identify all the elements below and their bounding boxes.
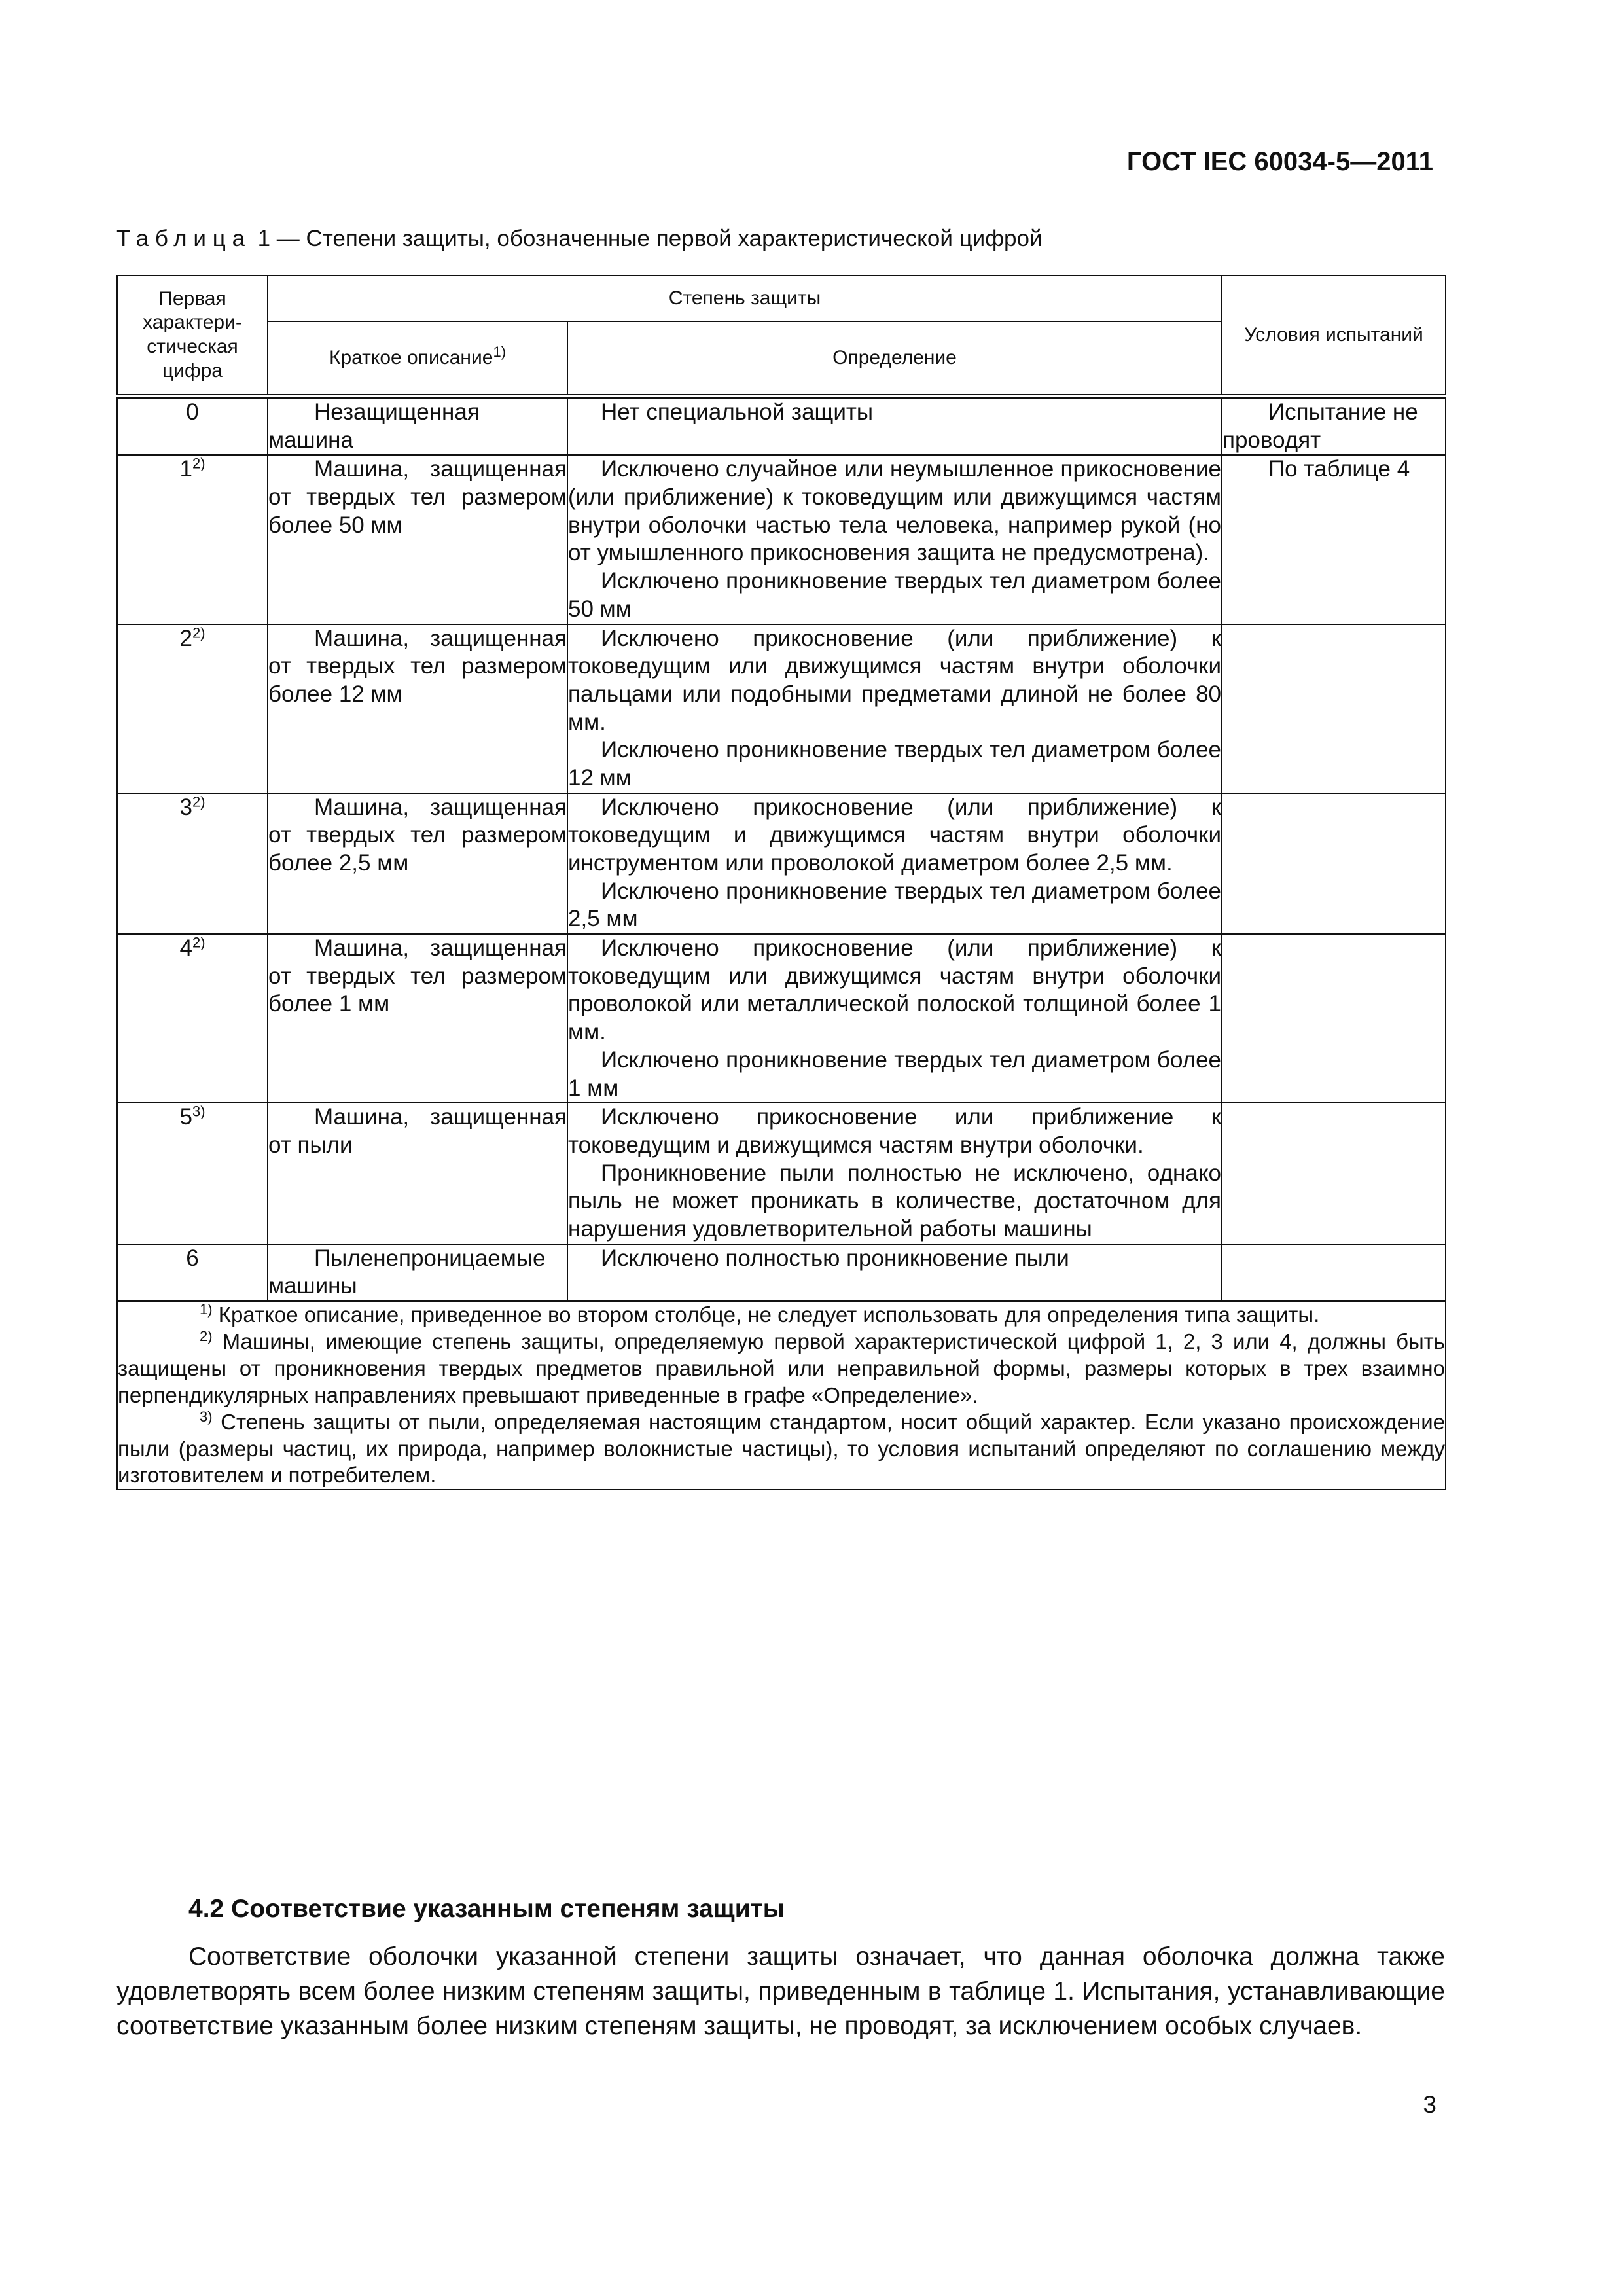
- definition-paragraph: Проникновение пыли полностью не исключено, однако пыль не может проникать в количестве, достаточном для нарушения удовлетворительной работы машины: [568, 1160, 1221, 1242]
- table-row: [117, 397, 1446, 456]
- digit-footnote-mark: 2): [192, 934, 205, 951]
- definition-paragraph: Исключено прикосновение (или приближение) к токоведущим и движущимся частям внутри оболочки инструментом или проволокой диаметром более 2,5 мм.: [568, 794, 1221, 876]
- cell-digit: [117, 397, 268, 456]
- cell-test-conditions: [1222, 934, 1446, 1103]
- footnote-mark: 3): [200, 1408, 213, 1425]
- table-row: [117, 1244, 1446, 1301]
- cell-definition: [567, 455, 1222, 624]
- body-paragraph: Соответствие оболочки указанной степени защиты означает, что данная оболочка должна также удовлетворять всем более низким степеням защиты, приведенным в таблице 1. Испытания, устанавливающие соответствие указанным более низким степеням защиты, не проводят, за исключением особых случаев.: [116, 1943, 1445, 2041]
- table-row: [117, 934, 1446, 1103]
- cell-definition: [567, 1244, 1222, 1301]
- cell-digit: [117, 1244, 268, 1301]
- cell-test-conditions: [1222, 455, 1446, 624]
- header-short-description-text: Краткое описание: [329, 346, 493, 368]
- cell-definition: [567, 934, 1222, 1103]
- header-short-description: [268, 321, 567, 397]
- cell-digit: [117, 793, 268, 934]
- cell-definition: [567, 1103, 1222, 1244]
- short-description-text: Машина, защищенная от пыли: [268, 1104, 567, 1158]
- definition-paragraph: Нет специальной защиты: [601, 399, 874, 425]
- short-description-text: Незащищенная машина: [268, 399, 480, 453]
- short-description-text: Машина, защищенная от твердых тел размером более 12 мм: [268, 625, 567, 707]
- header-definition: Определение: [567, 321, 1222, 397]
- footnote-text: Краткое описание, приведенное во втором столбце, не следует использовать для определения типа защиты.: [212, 1302, 1320, 1327]
- digit-footnote-mark: 2): [192, 793, 205, 810]
- cell-test-conditions: [1222, 793, 1446, 934]
- table-caption-text: 1 — Степени защиты, обозначенные первой характеристической цифрой: [251, 226, 1043, 251]
- cell-short-description: [268, 455, 567, 624]
- cell-definition: [567, 397, 1222, 456]
- definition-paragraph: Исключено проникновение твердых тел диаметром более 2,5 мм: [568, 878, 1221, 932]
- header-first-digit: Первая характери-стическая цифра: [117, 276, 268, 397]
- digit-value: 6: [186, 1245, 199, 1271]
- footnote-mark: 1): [200, 1301, 213, 1318]
- definition-paragraph: Исключено прикосновение (или приближение) к токоведущим или движущимся частям внутри оболочки проволокой или металлической полоской толщиной более 1 мм.: [568, 935, 1221, 1045]
- digit-footnote-mark: 3): [192, 1103, 205, 1120]
- header-protection-degree: Степень защиты: [268, 276, 1222, 321]
- section-heading: 4.2 Соответствие указанным степеням защиты: [188, 1895, 785, 1923]
- cell-short-description: [268, 1244, 567, 1301]
- footnote-text: Машины, имеющие степень защиты, определяемую первой характеристической цифрой 1, 2, 3 или 4, должны быть защищены от проникновения твердых предметов правильной или неправильной формы, размеры которых в трех взаимно перпендикулярных направлениях превышают приведенные в графе «Определение».: [118, 1329, 1445, 1407]
- header-test-conditions: Условия испытаний: [1222, 276, 1446, 397]
- table-footnotes: [117, 1301, 1446, 1490]
- definition-paragraph: Исключено полностью проникновение пыли: [601, 1245, 1069, 1271]
- short-description-text: Пыленепроницаемые машины: [268, 1245, 546, 1299]
- cell-test-conditions: [1222, 397, 1446, 456]
- cell-digit: [117, 1103, 268, 1244]
- cell-test-conditions: [1222, 1244, 1446, 1301]
- cell-short-description: [268, 934, 567, 1103]
- cell-digit: [117, 455, 268, 624]
- cell-short-description: [268, 397, 567, 456]
- short-description-text: Машина, защищенная от твердых тел размером более 50 мм: [268, 456, 567, 538]
- digit-value: 4: [179, 935, 192, 961]
- definition-paragraph: Исключено проникновение твердых тел диаметром более 1 мм: [568, 1047, 1221, 1101]
- footnote: [118, 1329, 1445, 1409]
- definition-paragraph: Исключено проникновение твердых тел диаметром более 50 мм: [568, 568, 1221, 622]
- digit-value: 0: [186, 399, 199, 425]
- cell-definition: [567, 793, 1222, 934]
- protection-degrees-table: [116, 275, 1446, 1490]
- table-row: [117, 455, 1446, 624]
- footnote: [118, 1409, 1445, 1490]
- digit-value: 2: [179, 625, 192, 651]
- test-conditions-text: Испытание не проводят: [1222, 399, 1418, 453]
- page-number: 3: [1423, 2091, 1436, 2118]
- table-row: [117, 793, 1446, 934]
- short-description-text: Машина, защищенная от твердых тел размером более 1 мм: [268, 935, 567, 1017]
- definition-paragraph: Исключено прикосновение или приближение к токоведущим и движущимся частям внутри оболочки.: [568, 1104, 1221, 1158]
- cell-short-description: [268, 624, 567, 793]
- definition-paragraph: Исключено прикосновение (или приближение) к токоведущим или движущимся частям внутри оболочки пальцами или подобными предметами длиной не более 80 мм.: [568, 625, 1221, 735]
- definition-paragraph: Исключено проникновение твердых тел диаметром более 12 мм: [568, 737, 1221, 791]
- digit-value: 1: [179, 456, 192, 482]
- test-conditions-text: По таблице 4: [1268, 456, 1410, 482]
- table-caption: [116, 226, 1043, 252]
- table-caption-prefix: Таблица: [116, 226, 251, 251]
- cell-definition: [567, 624, 1222, 793]
- cell-digit: [117, 934, 268, 1103]
- footnote-text: Степень защиты от пыли, определяемая настоящим стандартом, носит общий характер. Если указано происхождение пыли (размеры частиц, их природа, например волокнистые частицы), то условия испытаний определяют по соглашению между изготовителем и потребителем.: [118, 1409, 1445, 1488]
- cell-digit: [117, 624, 268, 793]
- digit-value: 3: [179, 794, 192, 820]
- definition-paragraph: Исключено случайное или неумышленное прикосновение (или приближение) к токоведущим или движущимся частям внутри оболочки частью тела человека, например рукой (но от умышленного прикосновения защита не предусмотрена).: [568, 456, 1221, 566]
- footnote: [118, 1302, 1445, 1329]
- table-row: [117, 1103, 1446, 1244]
- footnote-mark: 2): [200, 1327, 213, 1344]
- short-description-text: Машина, защищенная от твердых тел размером более 2,5 мм: [268, 794, 567, 876]
- cell-test-conditions: [1222, 1103, 1446, 1244]
- digit-footnote-mark: 2): [192, 455, 205, 472]
- header-short-description-footnote: 1): [493, 343, 507, 360]
- cell-short-description: [268, 793, 567, 934]
- table-body: [117, 397, 1446, 1302]
- cell-test-conditions: [1222, 624, 1446, 793]
- digit-footnote-mark: 2): [192, 624, 205, 641]
- document-code: ГОСТ IEC 60034-5—2011: [1126, 147, 1433, 176]
- table-row: [117, 624, 1446, 793]
- cell-short-description: [268, 1103, 567, 1244]
- digit-value: 5: [179, 1104, 192, 1130]
